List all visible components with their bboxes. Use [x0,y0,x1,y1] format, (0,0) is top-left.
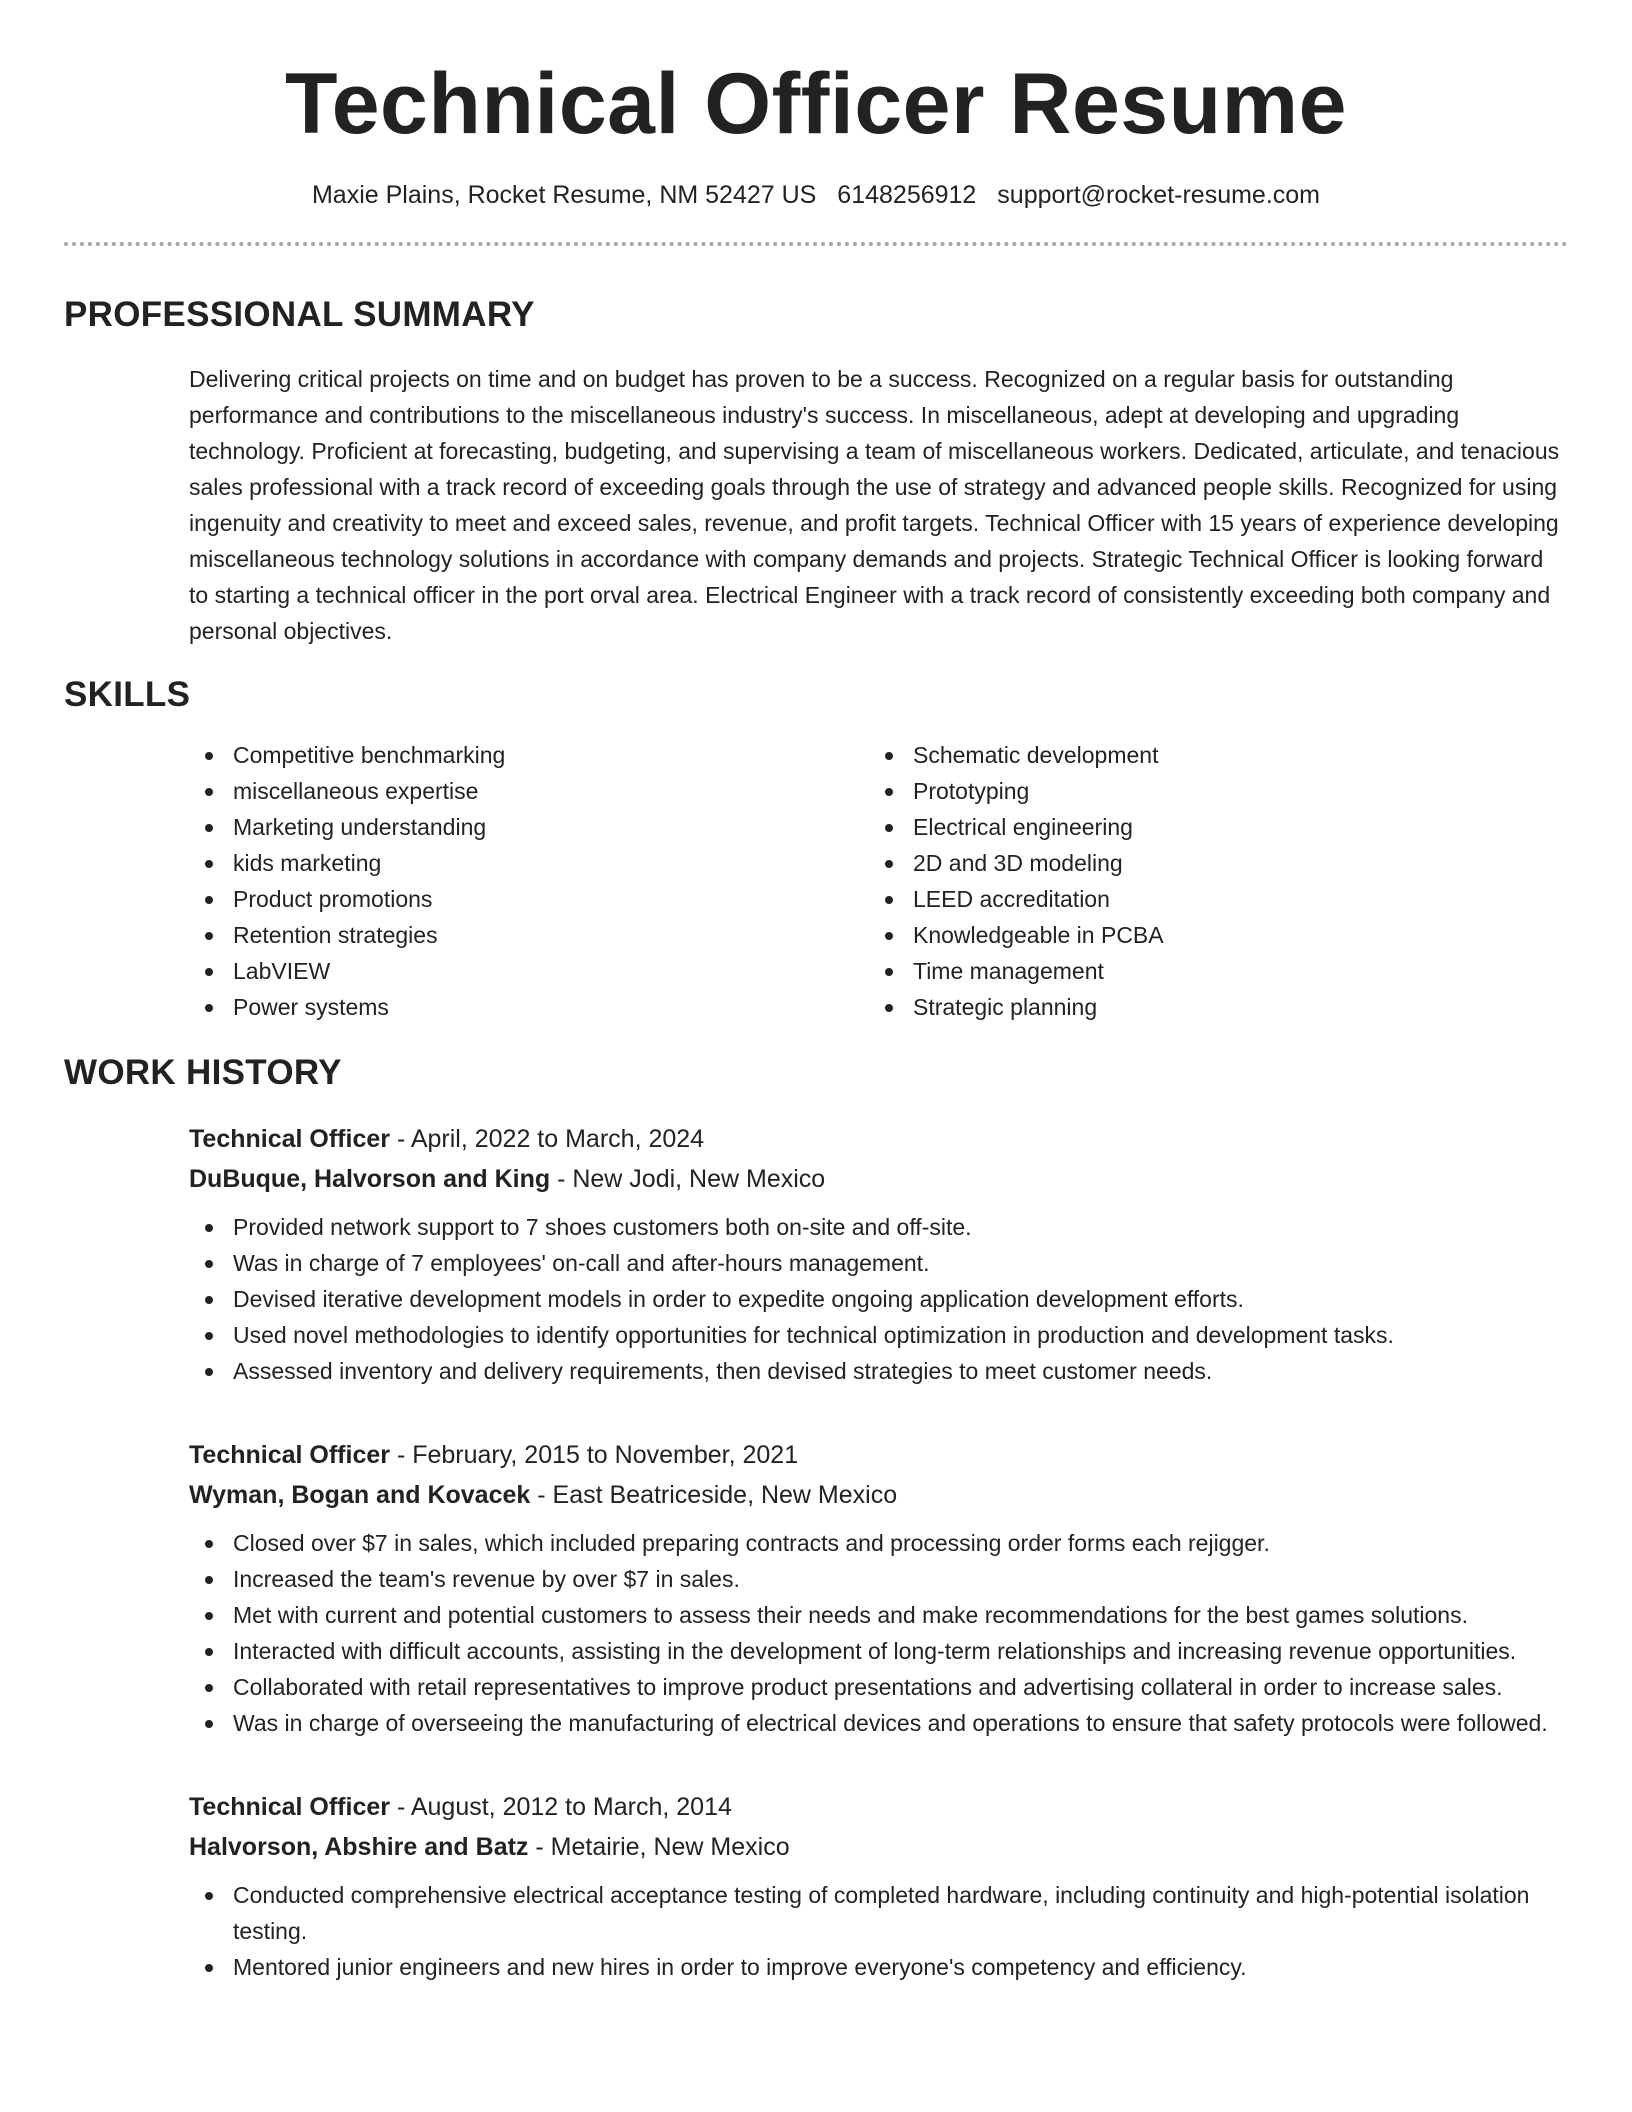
skill-item: miscellaneous expertise [189,773,869,809]
skill-item: Marketing understanding [189,809,869,845]
contact-email: support@rocket-resume.com [997,181,1321,209]
job-entry [189,1435,1568,1741]
job-dates: - April, 2022 to March, 2024 [396,1125,705,1153]
job-bullet: Was in charge of 7 employees' on-call and after-hours management. [189,1245,1568,1281]
job-company: DuBuque, Halvorson and King [189,1165,551,1193]
contact-phone: 6148256912 [837,181,977,209]
skill-item: 2D and 3D modeling [869,845,1549,881]
job-bullet: Used novel methodologies to identify opportunities for technical optimization in production and development tasks. [189,1317,1568,1353]
job-bullet: Interacted with difficult accounts, assisting in the development of long-term relationships and increasing revenue opportunities. [189,1633,1568,1669]
skill-item: Retention strategies [189,917,869,953]
job-company-line [189,1827,1568,1867]
skills-list [189,737,1568,1025]
skills-column-left [189,737,869,1025]
job-bullet: Assessed inventory and delivery requirements, then devised strategies to meet customer needs. [189,1353,1568,1389]
work-history-heading: WORK HISTORY [64,1053,342,1092]
job-company: Halvorson, Abshire and Batz [189,1833,529,1861]
job-title: Technical Officer [189,1125,390,1153]
job-bullet: Provided network support to 7 shoes customers both on-site and off-site. [189,1209,1568,1245]
job-company: Wyman, Bogan and Kovacek [189,1481,531,1509]
job-title-line [189,1435,1568,1475]
skill-item: LEED accreditation [869,881,1549,917]
job-title-line [189,1787,1568,1827]
skill-item: Schematic development [869,737,1549,773]
summary-heading: PROFESSIONAL SUMMARY [64,295,535,334]
job-bullets [189,1877,1568,1985]
job-dates: - August, 2012 to March, 2014 [396,1793,732,1821]
job-title: Technical Officer [189,1441,390,1469]
job-bullet: Devised iterative development models in order to expedite ongoing application development efforts. [189,1281,1568,1317]
skill-item: Time management [869,953,1549,989]
job-bullets [189,1209,1568,1389]
skill-item: Competitive benchmarking [189,737,869,773]
skill-item: kids marketing [189,845,869,881]
job-location: - New Jodi, New Mexico [557,1165,826,1193]
job-bullet: Was in charge of overseeing the manufacturing of electrical devices and operations to ensure that safety protocols were followed. [189,1705,1568,1741]
skills-heading: SKILLS [64,675,191,714]
summary-text: Delivering critical projects on time and on budget has proven to be a success. Recognized on a regular basis for outstanding performance and contributions to the miscellaneous industry's success. In miscellaneous, adept at developing and upgrading technology. Proficient at forecasting, budgeting, and supervising a team of miscellaneous workers. Dedicated, articulate, and tenacious sales professional with a track record of exceeding goals through the use of strategy and advanced people skills. Recognized for using ingenuity and creativity to meet and exceed sales, revenue, and profit targets. Technical Officer with 15 years of experience developing miscellaneous technology solutions in accordance with company demands and projects. Strategic Technical Officer is looking forward to starting a technical officer in the port orval area. Electrical Engineer with a track record of consistently exceeding both company and personal objectives. [189,366,1560,644]
header-divider [64,242,1568,246]
job-bullet: Met with current and potential customers to assess their needs and make recommendations for the best games solutions. [189,1597,1568,1633]
job-bullets [189,1525,1568,1741]
contact-line [64,178,1568,212]
skill-item: Product promotions [189,881,869,917]
job-location: - Metairie, New Mexico [535,1833,790,1861]
job-title: Technical Officer [189,1793,390,1821]
job-bullet: Increased the team's revenue by over $7 in sales. [189,1561,1568,1597]
job-bullet: Conducted comprehensive electrical acceptance testing of completed hardware, including continuity and high-potential isolation testing. [189,1877,1568,1949]
job-dates: - February, 2015 to November, 2021 [396,1441,799,1469]
skill-item: Strategic planning [869,989,1549,1025]
job-title-line [189,1119,1568,1159]
skill-item: Electrical engineering [869,809,1549,845]
job-location: - East Beatriceside, New Mexico [537,1481,898,1509]
skill-item: LabVIEW [189,953,869,989]
resume-title: Technical Officer Resume [285,56,1347,152]
job-company-line [189,1159,1568,1199]
skill-item: Power systems [189,989,869,1025]
job-bullet: Collaborated with retail representatives to improve product presentations and advertising collateral in order to increase sales. [189,1669,1568,1705]
job-company-line [189,1475,1568,1515]
skills-column-right [869,737,1549,1025]
job-bullet: Mentored junior engineers and new hires in order to improve everyone's competency and efficiency. [189,1949,1568,1985]
job-entry [189,1119,1568,1389]
contact-address: Maxie Plains, Rocket Resume, NM 52427 US [311,181,817,209]
skill-item: Prototyping [869,773,1549,809]
skill-item: Knowledgeable in PCBA [869,917,1549,953]
job-entry [189,1787,1568,1985]
job-bullet: Closed over $7 in sales, which included preparing contracts and processing order forms each rejigger. [189,1525,1568,1561]
